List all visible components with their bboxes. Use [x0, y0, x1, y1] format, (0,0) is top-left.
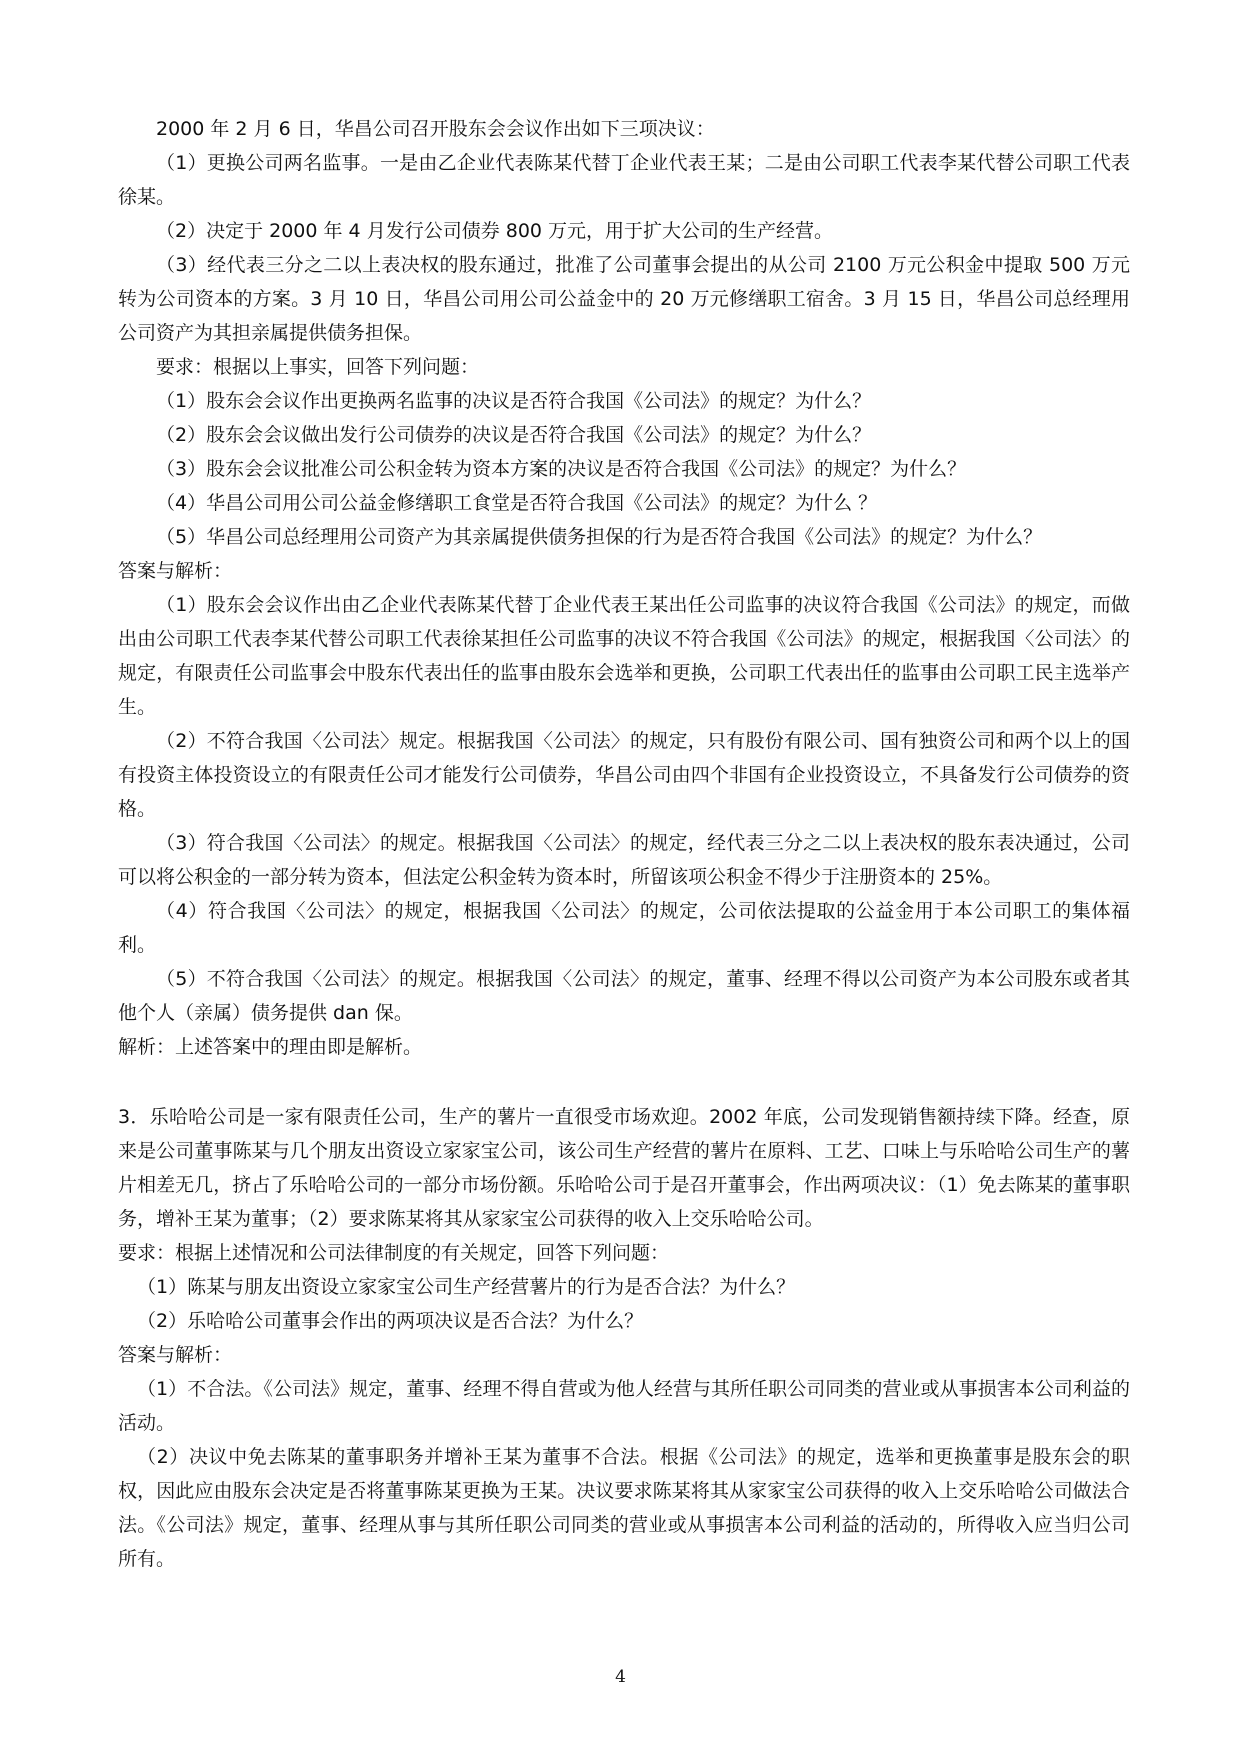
case2-answer-3: （3）符合我国〈公司法〉的规定。根据我国〈公司法〉的规定，经代表三分之二以上表决权的股东表决通过，公司可以将公积金的一部分转为资本，但法定公积金转为资本时，所留该项公积金不得少于注册资本的 25%。: [118, 832, 1130, 888]
case2-answer-heading: 答案与解析：: [118, 560, 233, 582]
case2-paragraph-4: （3）经代表三分之二以上表决权的股东通过，批准了公司董事会提出的从公司 2100 万元公积金中提取 500 万元转为公司资本的方案。3 月 10 日，华昌公司用公司公益金中的 20 万元修缮职工宿舍。3 月 15 日，华昌公司总经理用公司资产为其担亲属提供债务担保。: [118, 254, 1130, 344]
case2-answer-4: （4）符合我国〈公司法〉的规定，根据我国〈公司法〉的规定，公司依法提取的公益金用于本公司职工的集体福利。: [118, 900, 1130, 956]
case2-question-2: （2）股东会会议做出发行公司债券的决议是否符合我国《公司法》的规定？为什么？: [156, 424, 872, 446]
case3-requirement: 要求：根据上述情况和公司法律制度的有关规定，回答下列问题：: [118, 1242, 670, 1264]
case2-question-4: （4）华昌公司用公司公益金修缮职工食堂是否符合我国《公司法》的规定？为什么 ？: [156, 492, 878, 514]
page-number: 4: [615, 1667, 626, 1687]
case3-question-1: （1）陈某与朋友出资设立家家宝公司生产经营薯片的行为是否合法？为什么？: [137, 1276, 796, 1298]
case2-question-3: （3）股东会会议批准公司公积金转为资本方案的决议是否符合我国《公司法》的规定？为什么？: [156, 458, 967, 480]
case3-question-2: （2）乐哈哈公司董事会作出的两项决议是否合法？为什么？: [137, 1310, 644, 1332]
case3-intro: 3．乐哈哈公司是一家有限责任公司，生产的薯片一直很受市场欢迎。2002 年底，公司发现销售额持续下降。经查，原来是公司董事陈某与几个朋友出资设立家家宝公司，该公司生产经营的薯片在原料、工艺、口味上与乐哈哈公司生产的薯片相差无几，挤占了乐哈哈公司的一部分市场份额。乐哈哈公司于是召开董事会，作出两项决议：（1）免去陈某的董事职务，增补王某为董事；（2）要求陈某将其从家家宝公司获得的收入上交乐哈哈公司。: [118, 1106, 1130, 1230]
case2-answer-5: （5）不符合我国〈公司法〉的规定。根据我国〈公司法〉的规定，董事、经理不得以公司资产为本公司股东或者其他个人（亲属）债务提供 dan 保。: [118, 968, 1130, 1024]
case2-paragraph-2: （1）更换公司两名监事。一是由乙企业代表陈某代替丁企业代表王某；二是由公司职工代表李某代替公司职工代表徐某。: [118, 152, 1130, 208]
case2-question-5: （5）华昌公司总经理用公司资产为其亲属提供债务担保的行为是否符合我国《公司法》的规定？为什么？: [156, 526, 1043, 548]
case3-answer-heading: 答案与解析：: [118, 1344, 233, 1366]
case2-answer-1: （1）股东会会议作出由乙企业代表陈某代替丁企业代表王某出任公司监事的决议符合我国《公司法》的规定，而做出由公司职工代表李某代替公司职工代表徐某担任公司监事的决议不符合我国《公司法》的规定，根据我国〈公司法〉的规定，有限责任公司监事会中股东代表出任的监事由股东会选举和更换，公司职工代表出任的监事由公司职工民主选举产生。: [118, 594, 1130, 718]
case2-paragraph-1: 2000 年 2 月 6 日，华昌公司召开股东会会议作出如下三项决议：: [156, 118, 715, 140]
case2-paragraph-3: （2）决定于 2000 年 4 月发行公司债券 800 万元，用于扩大公司的生产经营。: [156, 220, 834, 242]
case2-requirement: 要求：根据以上事实，回答下列问题：: [156, 356, 480, 378]
document-body: [118, 112, 1130, 1576]
case2-question-1: （1）股东会会议作出更换两名监事的决议是否符合我国《公司法》的规定？为什么？: [156, 390, 872, 412]
section-spacer: [118, 1064, 1130, 1100]
case3-answer-1: （1）不合法。《公司法》规定，董事、经理不得自营或为他人经营与其所任职公司同类的营业或从事损害本公司利益的活动。: [118, 1378, 1130, 1434]
case2-analysis: 解析：上述答案中的理由即是解析。: [118, 1036, 423, 1058]
case2-answer-2: （2）不符合我国〈公司法〉规定。根据我国〈公司法〉的规定，只有股份有限公司、国有独资公司和两个以上的国有投资主体投资设立的有限责任公司才能发行公司债券，华昌公司由四个非国有企业投资设立，不具备发行公司债券的资格。: [118, 730, 1130, 820]
case3-answer-2: （2）决议中免去陈某的董事职务并增补王某为董事不合法。根据《公司法》的规定，选举和更换董事是股东会的职权，因此应由股东会决定是否将董事陈某更换为王某。决议要求陈某将其从家家宝公司获得的收入上交乐哈哈公司做法合法。《公司法》规定，董事、经理从事与其所任职公司同类的营业或从事损害本公司利益的活动的，所得收入应当归公司所有。: [118, 1446, 1130, 1570]
